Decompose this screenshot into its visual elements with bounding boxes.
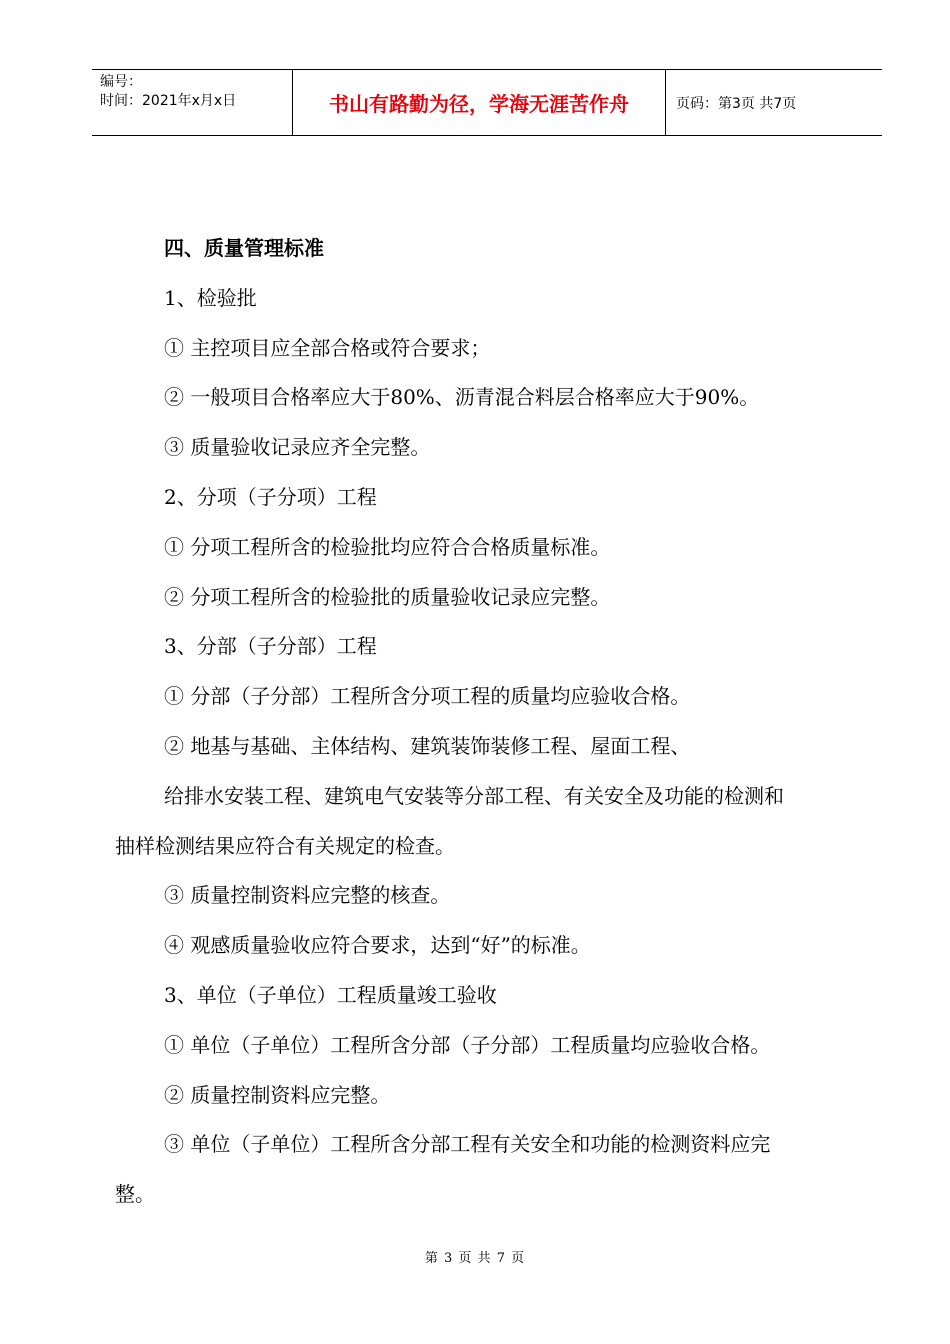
header-page-info: 页码：第3页 共7页	[676, 95, 797, 112]
page-header	[92, 69, 882, 136]
list-item-continuation: 整。	[115, 1182, 155, 1207]
list-item-continuation: 抽样检测结果应符合有关规定的检查。	[115, 833, 455, 858]
subsection-heading: 3、单位（子单位）工程质量竣工验收	[164, 982, 497, 1007]
list-item: ① 分项工程所含的检验批均应符合合格质量标准。	[164, 534, 611, 559]
document-time-label: 时间：2021年x月x日	[100, 93, 237, 109]
list-item: ④ 观感质量验收应符合要求，达到“好”的标准。	[164, 933, 591, 958]
list-item: ② 一般项目合格率应大于80%、沥青混合料层合格率应大于90%。	[164, 385, 760, 410]
list-item-continuation: 给排水安装工程、建筑电气安装等分部工程、有关安全及功能的检测和	[164, 783, 784, 808]
list-item: ② 地基与基础、主体结构、建筑装饰装修工程、屋面工程、	[164, 733, 691, 758]
list-item: ③ 质量控制资料应完整的核查。	[164, 883, 451, 908]
list-item: ② 质量控制资料应完整。	[164, 1082, 391, 1107]
list-item: ③ 质量验收记录应齐全完整。	[164, 435, 431, 460]
list-item: ① 主控项目应全部合格或符合要求；	[164, 335, 491, 360]
subsection-heading: 3、分部（子分部）工程	[164, 634, 377, 659]
header-meta	[92, 70, 293, 135]
list-item: ② 分项工程所含的检验批的质量验收记录应完整。	[164, 584, 611, 609]
section-title: 四、质量管理标准	[164, 236, 324, 260]
document-body	[115, 224, 860, 1220]
subsection-heading: 2、分项（子分项）工程	[164, 484, 377, 509]
subsection-heading: 1、检验批	[164, 285, 257, 310]
list-item: ① 单位（子单位）工程所含分部（子分部）工程质量均应验收合格。	[164, 1032, 771, 1057]
header-motto: 书山有路勤为径，学海无涯苦作舟	[293, 70, 666, 135]
document-number-label: 编号：	[100, 74, 142, 90]
list-item: ③ 单位（子单位）工程所含分部工程有关安全和功能的检测资料应完	[164, 1132, 771, 1157]
list-item: ① 分部（子分部）工程所含分项工程的质量均应验收合格。	[164, 684, 691, 709]
page-footer: 第 3 页 共 7 页	[424, 1251, 526, 1266]
